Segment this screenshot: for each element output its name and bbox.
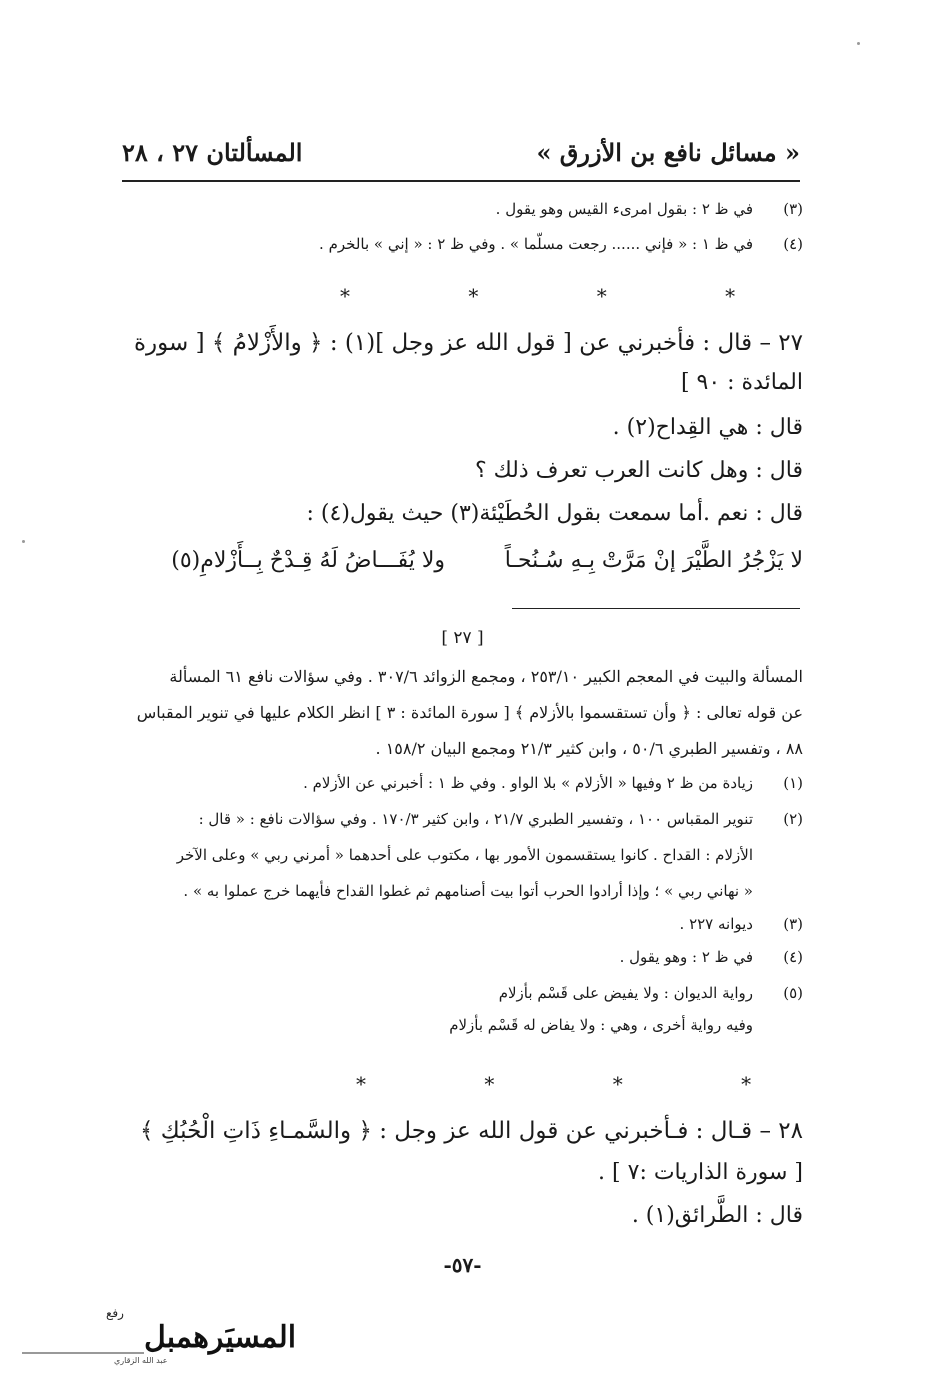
- q27-line: قال : نعم .أما سمعت بقول الحُطَيْئة(٣) حيث يقول(٤) :: [306, 501, 803, 526]
- q27-line: ٢٧ – قال : فأخبرني عن [ قول الله عز وجل ](١) : ﴿ والأَزْلامُ ﴾ [ سورة: [133, 330, 803, 356]
- book-title: « مسائل نافع بن الأزرق »: [536, 138, 800, 167]
- speck: [22, 540, 25, 543]
- watermark-small-text: رفع: [106, 1306, 124, 1320]
- footnote-item: (٥)رواية الديوان : ولا يفيض على قَسْم بأزلام: [498, 984, 803, 1002]
- q27-line: المائدة : ٩٠ ]: [680, 370, 803, 395]
- q28-line: [ سورة الذاريات :٧ ] .: [598, 1160, 803, 1185]
- q28-line: قال : الطَّرائق(١) .: [631, 1203, 803, 1228]
- verse-first-hemistich: لا يَزْجُرُ الطَّيْرَ إنْ مَرَّتْ بِـهِ سُـنُحـاً: [504, 548, 803, 573]
- footnote-continuation: الأزلام : القداح . كانوا يستقسمون الأمور بها ، مكتوب على أحدهما « أمرني ربي » وعلى الآخر: [176, 846, 753, 864]
- verse-second-hemistich: ولا يُفَـــاضُ لَهُ قِـدْحٌ بِــأَزْلامِ(٥): [171, 548, 445, 573]
- watermark-logo: [14, 1295, 297, 1365]
- page-number: -٥٧-: [443, 1253, 482, 1277]
- section-title: المسألتان ٢٧ ، ٢٨: [122, 138, 303, 167]
- note-paragraph-line: المسألة والبيت في المعجم الكبير ٢٥٣/١٠ ، ومجمع الزوائد ٣٠٧/٦ . وفي سؤالات نافع ٦١ المسألة: [169, 667, 803, 686]
- watermark-text: المسيَرهمبل: [144, 1320, 297, 1355]
- footnote-item: (٣)ديوانه ٢٢٧ .: [679, 915, 803, 933]
- footnote-item: (١)زيادة من ظ ٢ وفيها « الأزلام » بلا الواو . وفي ظ ١ : أخبرني عن الأزلام .: [303, 774, 803, 792]
- footnote-item: (٤)في ظ ٢ : وهو يقول .: [619, 948, 803, 966]
- footnote-item: (٢)تنوير المقباس ١٠٠ ، وتفسير الطبري ٢١/٧ ، وابن كثير ١٧٠/٣ . وفي سؤالات نافع : « قال :: [198, 810, 803, 828]
- q28-line: ٢٨ – قـال : فـأخبرني عن قول الله عز وجل : ﴿ والسَّمـاءِ ذَاتِ الْحُبُكِ ﴾: [139, 1118, 803, 1144]
- footnote-continuation: « نهاني ربي » ؛ وإذا أرادوا الحرب أتوا بيت أصنامهم ثم غطوا القداح فأيهما خرج عملوا به » .: [183, 882, 753, 900]
- speck: [857, 42, 860, 45]
- top-footnote: (٣)في ظ ٢ : بقول امرىء القيس وهو يقول .: [495, 200, 803, 218]
- footnote-rule: [512, 608, 800, 609]
- header-rule: [122, 180, 800, 182]
- separator-stars: * * * *: [340, 284, 792, 308]
- q27-line: قال : هي القِداح(٢) .: [612, 415, 803, 440]
- notes-heading: [ ٢٧ ]: [441, 628, 484, 648]
- note-paragraph-line: ٨٨ ، وتفسير الطبري ٥٠/٦ ، وابن كثير ٢١/٣ ومجمع البيان ١٥٨/٢ .: [375, 739, 803, 758]
- footnote-continuation: وفيه رواية أخرى ، وهي : ولا يفاض له قَسْم بأزلام: [449, 1016, 753, 1034]
- separator-stars: * * * *: [356, 1072, 808, 1096]
- top-footnote: (٤)في ظ ١ : « فإني ...... رجعت مسلّما » . وفي ظ ٢ : « إني » بالخرم .: [319, 235, 803, 253]
- note-paragraph-line: عن قوله تعالى : ﴿ وأن تستقسموا بالأزلام ﴾ [ سورة المائدة : ٣ ] انظر الكلام عليها في تنوير المقباس: [136, 703, 803, 722]
- q27-line: قال : وهل كانت العرب تعرف ذلك ؟: [474, 458, 803, 483]
- watermark-logo-graphic: [14, 1295, 297, 1365]
- running-head: [122, 138, 800, 178]
- watermark-sub: عبد الله الزقاري: [114, 1356, 168, 1365]
